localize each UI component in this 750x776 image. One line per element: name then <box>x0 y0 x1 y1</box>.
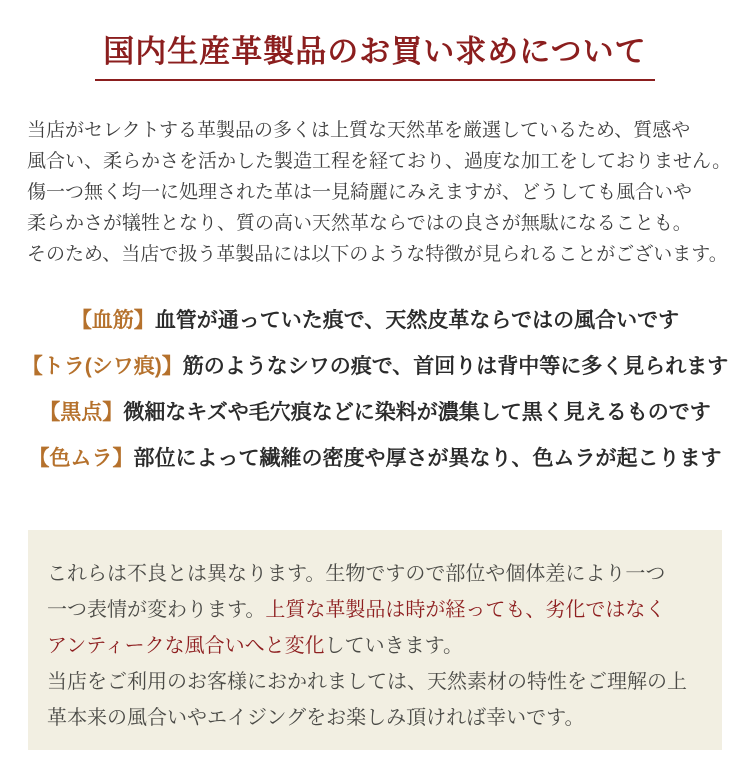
title-section <box>0 26 750 81</box>
feature-item-tora <box>0 352 750 382</box>
note-line <box>47 628 702 664</box>
intro-line: 傷一つ無く均一に処理された革は一見綺麗にみえますが、どうしても風合いや <box>27 182 693 203</box>
leather-notice-page <box>0 26 750 776</box>
feature-description: 筋のようなシワの痕で、首回りは背中等に多く見られます <box>182 355 729 378</box>
feature-description: 微細なキズや毛穴痕などに染料が濃集して黒く見えるものです <box>123 401 711 424</box>
feature-term: 【トラ(シワ痕)】 <box>21 355 183 378</box>
note-box <box>28 530 722 750</box>
page-title: 国内生産革製品のお買い求めについて <box>95 26 654 81</box>
feature-description: 部位によって繊維の密度や厚さが異なり、色ムラが起こります <box>133 447 722 470</box>
intro-line: 柔らかさが犠牲となり、質の高い天然革ならではの良さが無駄になることも。 <box>27 213 692 234</box>
note-line <box>47 664 702 700</box>
note-segment: 革本来の風合いやエイジングをお楽しみ頂ければ幸いです。 <box>47 707 585 729</box>
feature-description: 血管が通っていた痕で、天然皮革ならではの風合いです <box>154 309 680 332</box>
note-segment: 当店をご利用のお客様におかれましては、天然素材の特性をご理解の上 <box>47 671 687 693</box>
feature-term: 【黒点】 <box>39 401 124 424</box>
note-segment: 一つ表情が変わります。 <box>47 599 266 621</box>
feature-item-chisuji <box>0 306 750 336</box>
note-line <box>47 556 702 592</box>
note-segment-emphasis: 上質な革製品は時が経っても、劣化ではなく <box>265 599 666 621</box>
note-line <box>47 700 702 736</box>
feature-term: 【色ムラ】 <box>28 447 134 470</box>
note-line <box>47 592 702 628</box>
feature-term: 【血筋】 <box>70 309 155 332</box>
feature-item-iromura <box>0 444 750 474</box>
intro-line: 風合い、柔らかさを活かした製造工程を経ており、過度な加工をしておりません。 <box>27 151 732 172</box>
feature-list <box>0 306 750 474</box>
intro-paragraph <box>27 115 732 270</box>
note-segment: していきます。 <box>324 635 464 657</box>
intro-line: そのため、当店で扱う革製品には以下のような特徴が見られることがございます。 <box>27 244 728 265</box>
feature-item-kokuten <box>0 398 750 428</box>
note-segment: これらは不良とは異なります。生物ですので部位や個体差により一つ <box>47 563 666 585</box>
note-segment-emphasis: アンティークな風合いへと変化 <box>47 635 325 657</box>
intro-line: 当店がセレクトする革製品の多くは上質な天然革を厳選しているため、質感や <box>27 120 691 141</box>
